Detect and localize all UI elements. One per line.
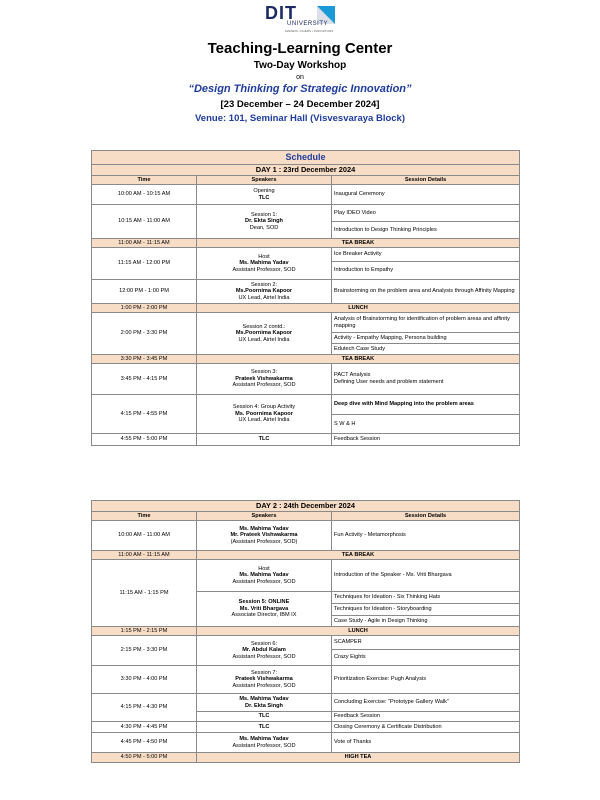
col-time-header: Time: [92, 176, 197, 185]
col-speakers-header: Speakers: [197, 176, 332, 185]
page-title: Teaching-Learning Center: [207, 40, 393, 57]
table-row: 3:45 PM - 4:15 PM Session 3: Prateek Vishwakarma Assistant Professor, SOD PACT Analysis Defining User needs and problem statement: [92, 364, 520, 395]
workshop-dates: [23 December – 24 December 2024]: [220, 99, 380, 110]
logo-tagline: MAKERS • DOERS • INNOVATORS: [285, 29, 334, 33]
logo-sub-text: UNIVERSITY: [287, 21, 329, 27]
table-header-row: Time Speakers Session Details: [92, 512, 520, 521]
break-row: 3:30 PM - 3:45 PM TEA BREAK: [92, 355, 520, 364]
table-row: 10:00 AM - 11:00 AM Ms. Mahima Yadav Mr. Prateek Vishwakarma (Assistant Professor, SOD) Fun Activity - Metamorphosis: [92, 521, 520, 551]
table-row: 3:30 PM - 4:00 PM Session 7: Prateek Vishwakarma Assistant Professor, SOD Prioritization Exercise: Pugh Analysis: [92, 666, 520, 694]
table-row: 4:45 PM - 4:50 PM Ms. Mahima Yadav Assistant Professor, SOD Vote of Thanks: [92, 733, 520, 753]
page-subtitle: Two-Day Workshop: [253, 60, 347, 71]
table-row: 2:15 PM - 3:30 PM Session 6: Mr. Abdul Kalam Assistant Professor, SOD SCAMPER: [92, 636, 520, 650]
table-row: 4:55 PM - 5:00 PM TLC Feedback Session: [92, 434, 520, 446]
table-row: 4:30 PM - 4:45 PM TLC Closing Ceremony & Certificate Distribution: [92, 722, 520, 733]
col-details-header: Session Details: [332, 176, 520, 185]
table-row: 2:00 PM - 3:30 PM Session 2 contd.: Ms.Poornima Kapoor UX Lead, Airtel India Analysis of Brainstorming for identification of problem areas and affinity mapping: [92, 313, 520, 333]
on-text: on: [296, 74, 304, 81]
day1-heading: DAY 1 : 23rd December 2024: [92, 165, 520, 176]
table-header-row: [92, 176, 520, 185]
day2-schedule-table: DAY 2 : 24th December 2024 Time Speakers Session Details 10:00 AM - 11:00 AM Ms. Mahima Yadav Mr. Prateek Vishwakarma (Assistant Professor, SOD) Fun Activity - Metamorphosis 11:00 AM - 11:15 AM TEA BREAK 11:15 AM - 1:15 PM Host Ms. Mahima Yadav Assistant Professor, SOD Introduction of the Speaker - Ms. Vriti Bhargava Session 5: ONLINE Ms. Vriti Bhargava Associate Director, IBM IX Techniques for Ideation - Six Thinking Hats Techniques for Ideation - Storyboarding Case Study - Agile in Design Thinking 1:15 PM - 2:15 PM LUNCH 2:15 PM - 3:30 PM Session 6: Mr. Abdul Kalam Assistant Professor, SOD SCAMPER Crazy Eights 3:30 PM - 4:00 PM Session 7: Prateek Vishwakarma Assistant Professor, SOD Prioritization Exercise: Pugh Analysis 4:15 PM - 4:30 PM Ms. Mahima Yadav Dr. Ekta Singh Concluding Exercise: “Prototype Gallery Walk” TLC Feedback Session 4:30 PM - 4:45 PM TLC Closing Ceremony & Certificate Distribution 4:45 PM - 4:50 PM Ms. Mahima Yadav Assistant Professor, SOD Vote of Thanks 4:50 PM - 5:00 PM HIGH TEA: [91, 500, 520, 763]
day2-heading: DAY 2 : 24th December 2024: [92, 501, 520, 512]
day1-schedule-table: Schedule DAY 1 : 23rd December 2024 Time Speakers Session Details 10:00 AM - 10:15 AM Opening TLC Inaugural Ceremony 10:15 AM - 11:00 AM Session 1: Dr. Ekta Singh Dean, SOD Play IDEO Video Introduction to Design Thinking Principles 11:00 AM - 11:15 AM TEA BREAK 11:15 AM - 12:00 PM Host Ms. Mahima Yadav Assistant Professor, SOD Ice Breaker Activity Introduction to Empathy 12:00 PM - 1:00 PM Session 2: Ms.Poornima Kapoor UX Lead, Airtel India Brainstorming on the problem area and Analysis through Affinity Mapping 1:00 PM - 2:00 PM LUNCH 2:00 PM - 3:30 PM Session 2 contd.: Ms.Poornima Kapoor UX Lead, Airtel India Analysis of Brainstorming for identification of problem areas and affinity mapping Activity - Empathy Mapping, Persona building Edutech Case Study 3:30 PM - 3:45 PM TEA BREAK 3:45 PM - 4:15 PM Session 3: Prateek Vishwakarma Assistant Professor, SOD PACT Analysis Defining User needs and problem statement 4:15 PM - 4:55 PM Session 4: Group Activity Ms. Poornima Kapoor UX Lead, Airtel India Deep dive with Mind Mapping into the problem areas S W & H 4:55 PM - 5:00 PM TLC Feedback Session: [91, 150, 520, 446]
break-row: 11:00 AM - 11:15 AM TEA BREAK: [92, 239, 520, 248]
break-row: 1:15 PM - 2:15 PM LUNCH: [92, 627, 520, 636]
table-row: 4:15 PM - 4:55 PM Session 4: Group Activity Ms. Poornima Kapoor UX Lead, Airtel India Deep dive with Mind Mapping into the problem areas: [92, 395, 520, 415]
university-logo: [265, 4, 345, 34]
logo-main-text: DIT: [265, 3, 297, 23]
table-row: 12:00 PM - 1:00 PM Session 2: Ms.Poornima Kapoor UX Lead, Airtel India Brainstorming on the problem area and Analysis through Affinity Mapping: [92, 280, 520, 304]
table-row: 4:15 PM - 4:30 PM Ms. Mahima Yadav Dr. Ekta Singh Concluding Exercise: “Prototype Gallery Walk”: [92, 694, 520, 712]
table-row: 11:15 AM - 1:15 PM Host Ms. Mahima Yadav Assistant Professor, SOD Introduction of the Speaker - Ms. Vriti Bhargava: [92, 560, 520, 592]
break-row: 4:50 PM - 5:00 PM HIGH TEA: [92, 753, 520, 763]
workshop-theme: “Design Thinking for Strategic Innovation”: [188, 83, 412, 95]
table-row: 10:00 AM - 10:15 AM Opening TLC Inaugural Ceremony: [92, 185, 520, 205]
workshop-venue: Venue: 101, Seminar Hall (Visvesvaraya Block): [195, 113, 405, 124]
schedule-heading: Schedule: [92, 151, 520, 165]
table-row: 10:15 AM - 11:00 AM Session 1: Dr. Ekta Singh Dean, SOD Play IDEO Video: [92, 205, 520, 222]
break-row: 11:00 AM - 11:15 AM TEA BREAK: [92, 551, 520, 560]
table-row: 11:15 AM - 12:00 PM Host Ms. Mahima Yadav Assistant Professor, SOD Ice Breaker Activity: [92, 248, 520, 262]
break-row: 1:00 PM - 2:00 PM LUNCH: [92, 304, 520, 313]
